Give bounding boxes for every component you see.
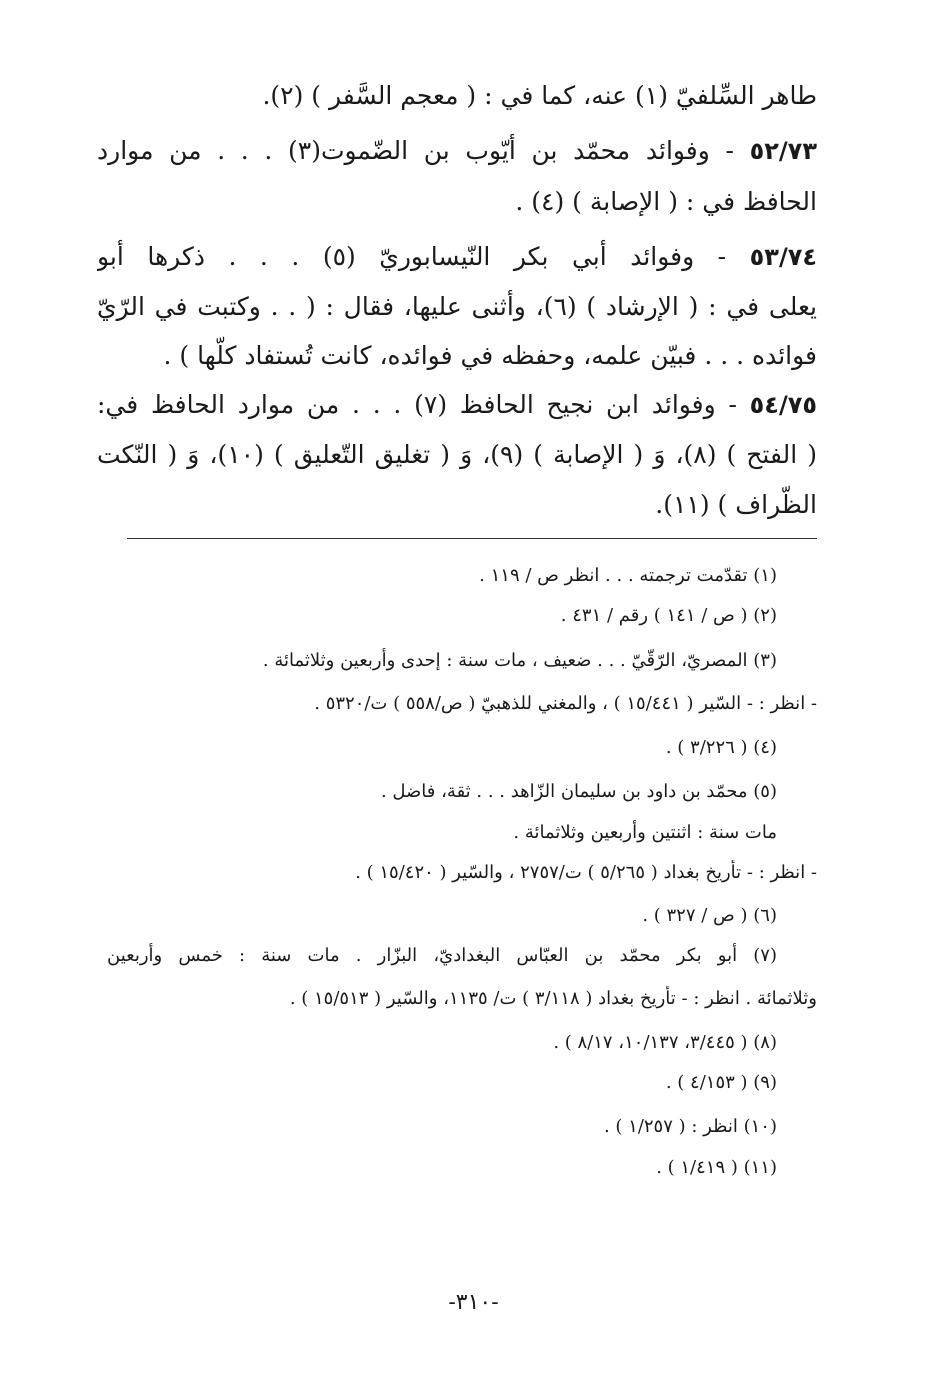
footnote-6: (٦) ( ص / ٣٢٧ ) .: [642, 905, 777, 926]
body-line-8: ( الفتح ) (٨)، وَ ( الإصابة ) (٩)، وَ ( تغليق التّعليق ) (١٠)، وَ ( النّكت: [97, 440, 817, 469]
footnote-5-ref: - انظر : - تأريخ بغداد ( ٥/٢٦٥ ) ت/٢٧٥٧ ، والسّير ( ١٥/٤٢٠ ) .: [355, 862, 817, 883]
body-line-2: ٥٢/٧٣ - وفوائد محمّد بن أيّوب بن الضّموت(٣) . . . من موارد: [97, 136, 817, 165]
footnote-5-death: مات سنة : اثنتين وأربعين وثلاثمائة .: [513, 822, 777, 843]
entry-number-75: ٥٤/٧٥: [749, 391, 817, 419]
entry-number-73: ٥٢/٧٣: [749, 137, 817, 165]
entry-text-75: وفوائد ابن نجيح الحافظ (٧) . . . من موارد الحافظ في:: [97, 390, 716, 419]
footnote-8: (٨) ( ٣/٤٤٥، ١٠/١٣٧، ٨/١٧ ) .: [553, 1032, 777, 1053]
body-line-6: فوائده . . . فبيّن علمه، وحفظه في فوائده، كانت تُستفاد كلّها ) .: [163, 341, 817, 370]
body-line-4: ٥٣/٧٤ - وفوائد أبي بكر النّيسابوريّ (٥) . . . ذكرها أبو: [97, 242, 817, 271]
footnote-2: (٢) ( ص / ١٤١ ) رقم / ٤٣١ .: [560, 605, 777, 626]
entry-text-73: وفوائد محمّد بن أيّوب بن الضّموت(٣) . . . من موارد: [97, 136, 710, 165]
footnote-7: (٧) أبو بكر محمّد بن العبّاس البغداديّ، البزّار . مات سنة : خمس وأربعين: [107, 945, 777, 966]
footnote-7-ref: وثلاثمائة . انظر : - تأريخ بغداد ( ٣/١١٨ ) ت/ ١١٣٥، والسّير ( ١٥/٥١٣ ) .: [289, 988, 817, 1009]
footnote-9: (٩) ( ٤/١٥٣ ) .: [665, 1072, 777, 1093]
footnote-separator: [127, 538, 817, 539]
body-line-9: الظّراف ) (١١).: [655, 490, 817, 519]
body-line-5: يعلى في : ( الإرشاد ) (٦)، وأثنى عليها، فقال : ( . . وكتبت في الرّيّ: [97, 292, 817, 321]
footnote-4: (٤) ( ٣/٢٢٦ ) .: [665, 737, 777, 758]
footnote-3: (٣) المصريّ، الرّقّيّ . . . ضعيف ، مات سنة : إحدى وأربعين وثلاثمائة .: [262, 650, 777, 671]
footnote-5: (٥) محمّد بن داود بن سليمان الزّاهد . . . ثقة، فاضل .: [380, 781, 777, 802]
body-line-3: الحافظ في : ( الإصابة ) (٤) .: [515, 187, 817, 216]
body-line-7: ٥٤/٧٥ - وفوائد ابن نجيح الحافظ (٧) . . . من موارد الحافظ في:: [97, 390, 817, 419]
footnote-11: (١١) ( ١/٤١٩ ) .: [656, 1157, 777, 1178]
page-number: -٣١٠-: [448, 1290, 499, 1315]
entry-number-74: ٥٣/٧٤: [749, 243, 817, 271]
entry-text-74: وفوائد أبي بكر النّيسابوريّ (٥) . . . ذكرها أبو: [97, 242, 695, 271]
footnote-3-ref: - انظر : - السّير ( ١٥/٤٤١ ) ، والمغني للذهبيّ ( ص/٥٥٨ ) ت/٥٣٢٠ .: [314, 693, 817, 714]
body-line-1: طاهر السِّلفيّ (١) عنه، كما في : ( معجم السَّفر ) (٢).: [262, 81, 817, 110]
footnote-1: (١) تقدّمت ترجمته . . . انظر ص / ١١٩ .: [479, 565, 777, 586]
footnote-10: (١٠) انظر : ( ١/٢٥٧ ) .: [603, 1116, 777, 1137]
